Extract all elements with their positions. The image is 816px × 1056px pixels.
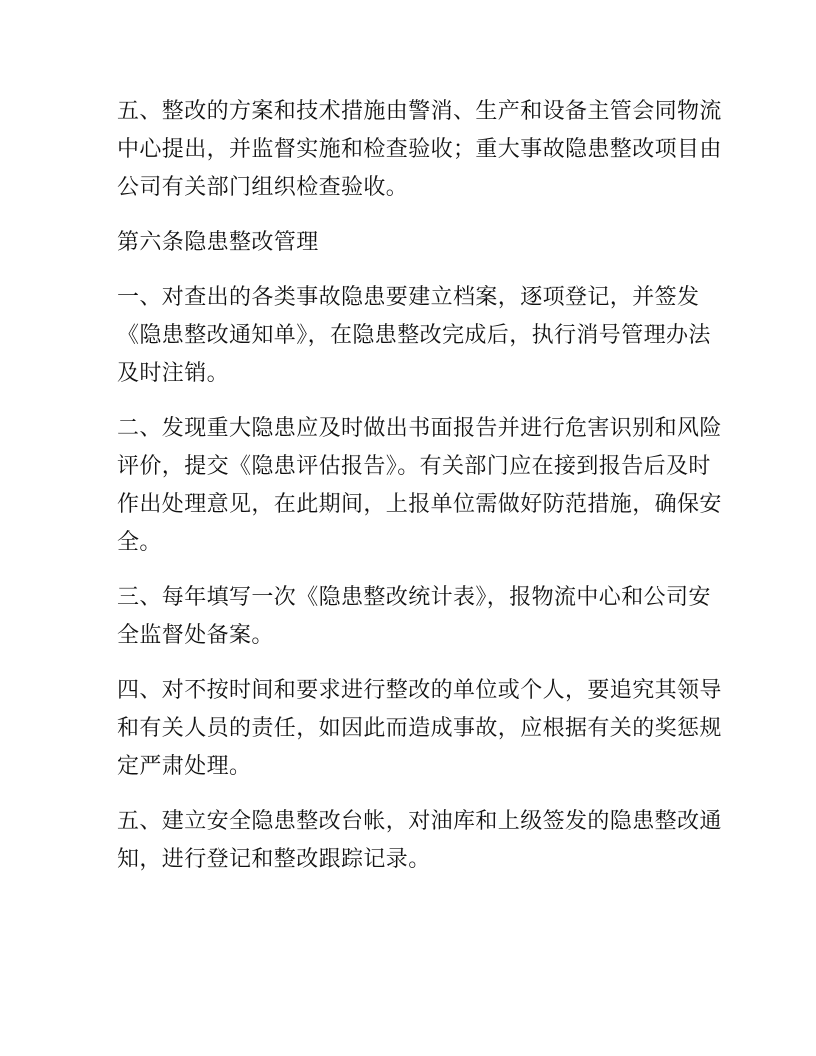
text-line: 全。 — [117, 530, 162, 555]
paragraph — [117, 93, 722, 207]
paragraph — [117, 410, 722, 562]
text-line: 及时注销。 — [117, 361, 230, 386]
text-line: 中心提出，并监督实施和检查验收；重大事故隐患整改项目由 — [117, 137, 722, 162]
text-line: 三、每年填写一次《隐患整改统计表》，报物流中心和公司安 — [117, 585, 711, 610]
text-line: 《隐患整改通知单》，在隐患整改完成后，执行消号管理办法 — [117, 323, 711, 348]
text-line: 评价，提交《隐患评估报告》。有关部门应在接到报告后及时 — [117, 454, 711, 479]
text-line: 一、对查出的各类事故隐患要建立档案，逐项登记，并签发 — [117, 285, 700, 310]
text-line: 四、对不按时间和要求进行整改的单位或个人，要追究其领导 — [117, 678, 722, 703]
paragraph — [117, 279, 717, 393]
paragraph — [117, 672, 722, 786]
text-line: 作出处理意见，在此期间，上报单位需做好防范措施，确保安 — [117, 492, 722, 517]
section-heading — [117, 224, 717, 262]
text-line: 知，进行登记和整改跟踪记录。 — [117, 847, 431, 872]
paragraph — [117, 803, 722, 879]
text-line: 公司有关部门组织检查验收。 — [117, 175, 409, 200]
text-line: 和有关人员的责任，如因此而造成事故，应根据有关的奖惩规 — [117, 716, 722, 741]
text-line: 二、发现重大隐患应及时做出书面报告并进行危害识别和风险 — [117, 416, 722, 441]
document-page — [117, 93, 722, 896]
text-line: 全监督处备案。 — [117, 623, 274, 648]
text-line: 第六条隐患整改管理 — [117, 230, 319, 255]
text-line: 五、整改的方案和技术措施由警消、生产和设备主管会同物流 — [117, 99, 722, 124]
text-line: 五、建立安全隐患整改台帐，对油库和上级签发的隐患整改通 — [117, 809, 722, 834]
text-line: 定严肃处理。 — [117, 754, 252, 779]
paragraph — [117, 579, 717, 655]
